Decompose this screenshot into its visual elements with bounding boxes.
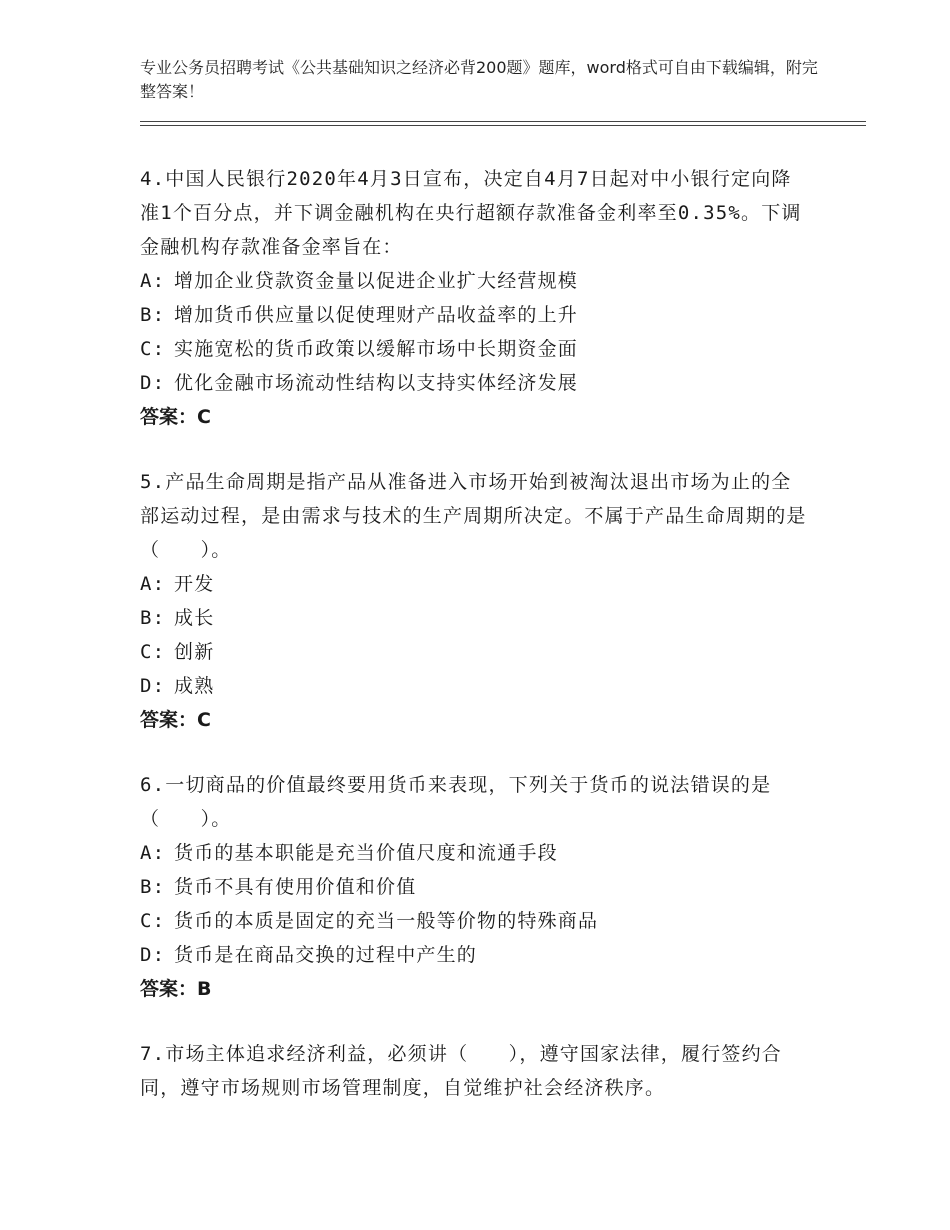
option-b: [140, 601, 810, 635]
option-label: D:: [140, 372, 166, 394]
question-list: [140, 162, 810, 1136]
option-label: B:: [140, 607, 166, 629]
option-label: C:: [140, 338, 166, 360]
option-d: [140, 366, 810, 400]
option-c: [140, 332, 810, 366]
question-stem: 7.市场主体追求经济利益，必须讲（ ），遵守国家法律，履行签约合同，遵守市场规则市场管理制度，自觉维护社会经济秩序。: [140, 1043, 782, 1099]
question-4: [140, 162, 810, 434]
option-text: 实施宽松的货币政策以缓解市场中长期资金面: [174, 338, 579, 360]
answer: 答案：C: [140, 406, 211, 428]
option-label: C:: [140, 641, 166, 663]
option-b: [140, 870, 810, 904]
option-text: 成长: [174, 607, 215, 629]
answer: 答案：C: [140, 709, 211, 731]
option-text: 创新: [174, 641, 215, 663]
option-label: A:: [140, 573, 166, 595]
option-label: C:: [140, 910, 166, 932]
option-c: [140, 635, 810, 669]
option-label: D:: [140, 675, 166, 697]
option-text: 货币的本质是固定的充当一般等价物的特殊商品: [174, 910, 599, 932]
answer: 答案：B: [140, 978, 212, 1000]
option-text: 增加货币供应量以促使理财产品收益率的上升: [174, 304, 579, 326]
document-header: [140, 56, 820, 104]
question-5: [140, 465, 810, 737]
header-divider-top: [140, 121, 866, 122]
option-text: 货币是在商品交换的过程中产生的: [174, 944, 478, 966]
option-label: B:: [140, 304, 166, 326]
option-text: 货币不具有使用价值和价值: [174, 876, 417, 898]
question-7: [140, 1037, 810, 1105]
question-6: [140, 768, 810, 1006]
option-d: [140, 938, 810, 972]
option-label: B:: [140, 876, 166, 898]
question-stem: 4.中国人民银行2020年4月3日宣布，决定自4月7日起对中小银行定向降准1个百分点，并下调金融机构在央行超额存款准备金利率至0.35%。下调金融机构存款准备金率旨在：: [140, 168, 802, 258]
header-divider-bottom: [140, 125, 866, 126]
option-b: [140, 298, 810, 332]
option-text: 优化金融市场流动性结构以支持实体经济发展: [174, 372, 579, 394]
question-stem: 6.一切商品的价值最终要用货币来表现，下列关于货币的说法错误的是（ ）。: [140, 774, 772, 830]
option-a: [140, 567, 810, 601]
option-text: 开发: [174, 573, 215, 595]
option-label: D:: [140, 944, 166, 966]
option-c: [140, 904, 810, 938]
option-text: 成熟: [174, 675, 215, 697]
header-title: 专业公务员招聘考试《公共基础知识之经济必背200题》题库，word格式可自由下载编辑，附完整答案！: [140, 58, 818, 101]
option-a: [140, 264, 810, 298]
option-text: 增加企业贷款资金量以促进企业扩大经营规模: [174, 270, 579, 292]
option-label: A:: [140, 842, 166, 864]
option-text: 货币的基本职能是充当价值尺度和流通手段: [174, 842, 558, 864]
option-a: [140, 836, 810, 870]
option-d: [140, 669, 810, 703]
question-stem: 5.产品生命周期是指产品从准备进入市场开始到被淘汰退出市场为止的全部运动过程，是由需求与技术的生产周期所决定。不属于产品生命周期的是（ ）。: [140, 471, 807, 561]
option-label: A:: [140, 270, 166, 292]
